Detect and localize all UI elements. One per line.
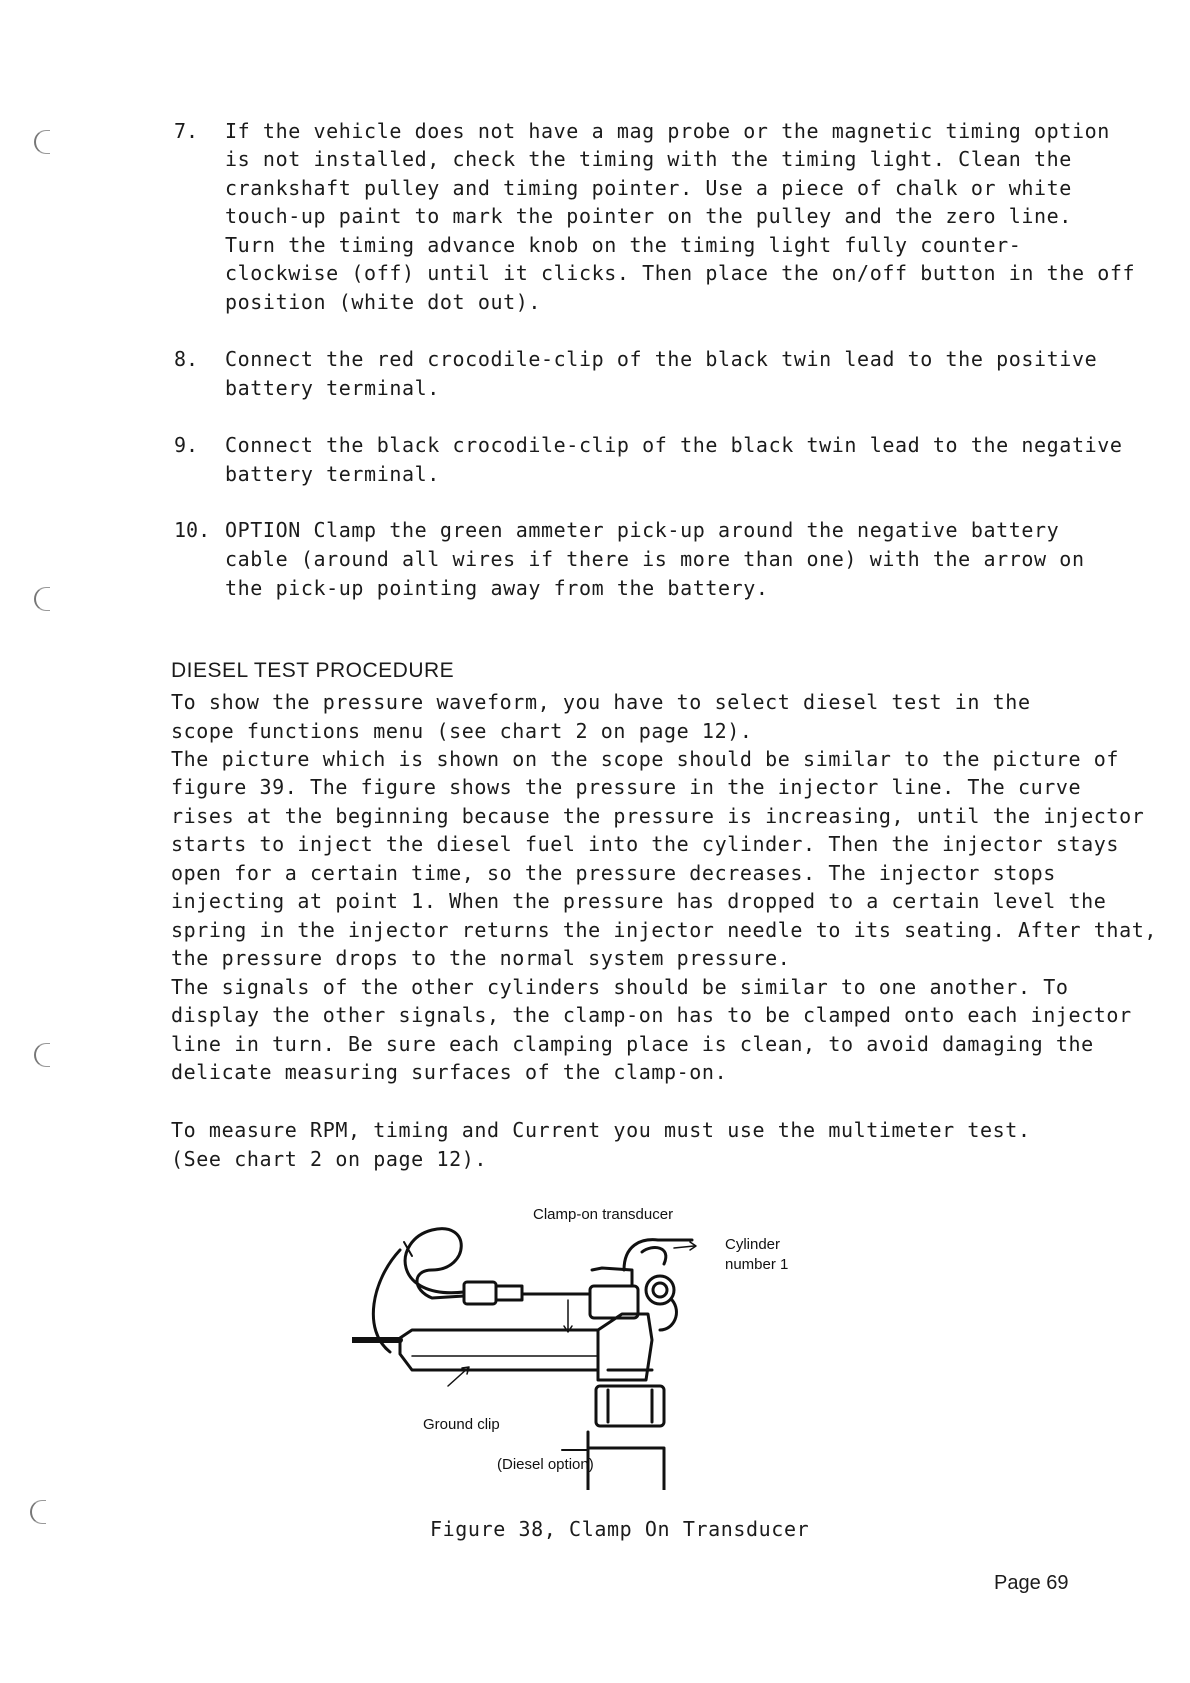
item-line: battery terminal.	[225, 462, 440, 486]
body-line: starts to inject the diesel fuel into the cylinder. Then the injector stays	[171, 832, 1120, 856]
figure-label-cylinder: number 1	[725, 1256, 789, 1273]
body-line: The signals of the other cylinders should be similar to one another. To	[171, 975, 1069, 999]
item-line: position (white dot out).	[225, 290, 542, 314]
clamp-on-transducer-diagram	[352, 1190, 812, 1490]
figure-label-cylinder: Cylinder	[725, 1236, 781, 1253]
item-line: touch-up paint to mark the pointer on the pulley and the zero line.	[225, 204, 1072, 228]
item-line: crankshaft pulley and timing pointer. Use a piece of chalk or white	[225, 176, 1072, 200]
page-number: Page 69	[994, 1572, 1069, 1594]
item-number: 10.	[174, 518, 211, 542]
item-line: OPTION Clamp the green ammeter pick-up around the negative battery	[225, 518, 1060, 542]
figure-label-transducer: Clamp-on transducer	[533, 1206, 674, 1223]
body-line: (See chart 2 on page 12).	[171, 1147, 488, 1171]
body-line: line in turn. Be sure each clamping place is clean, to avoid damaging the	[171, 1032, 1094, 1056]
section-heading: DIESEL TEST PROCEDURE	[171, 659, 455, 682]
figure-label-ground: Ground clip	[423, 1416, 500, 1433]
binder-mark	[34, 1043, 50, 1067]
body-line: the pressure drops to the normal system pressure.	[171, 946, 791, 970]
item-line: Turn the timing advance knob on the timing light fully counter-	[225, 233, 1022, 257]
body-line: figure 39. The figure shows the pressure in the injector line. The curve	[171, 775, 1082, 799]
item-line: the pick-up pointing away from the battery.	[225, 576, 769, 600]
figure-caption: Figure 38, Clamp On Transducer	[430, 1517, 810, 1541]
item-line: clockwise (off) until it clicks. Then place the on/off button in the off	[225, 261, 1136, 285]
binder-mark	[34, 587, 50, 611]
body-line: To measure RPM, timing and Current you must use the multimeter test.	[171, 1118, 1031, 1142]
binder-mark	[30, 1500, 46, 1524]
figure-label-option: (Diesel option)	[497, 1456, 594, 1473]
item-line: If the vehicle does not have a mag probe or the magnetic timing option	[225, 119, 1110, 143]
binder-mark	[34, 130, 50, 154]
body-line: spring in the injector returns the injector needle to its seating. After that,	[171, 918, 1157, 942]
body-line: display the other signals, the clamp-on has to be clamped onto each injector	[171, 1003, 1132, 1027]
item-line: cable (around all wires if there is more than one) with the arrow on	[225, 547, 1085, 571]
body-line: scope functions menu (see chart 2 on page 12).	[171, 719, 753, 743]
body-line: injecting at point 1. When the pressure has dropped to a certain level the	[171, 889, 1107, 913]
item-number: 9.	[174, 433, 199, 457]
body-line: rises at the beginning because the pressure is increasing, until the injector	[171, 804, 1145, 828]
item-line: battery terminal.	[225, 376, 440, 400]
item-line: Connect the red crocodile-clip of the black twin lead to the positive	[225, 347, 1098, 371]
item-number: 7.	[174, 119, 199, 143]
body-line: To show the pressure waveform, you have to select diesel test in the	[171, 690, 1031, 714]
body-line: delicate measuring surfaces of the clamp-on.	[171, 1060, 728, 1084]
body-line: The picture which is shown on the scope should be similar to the picture of	[171, 747, 1120, 771]
item-line: is not installed, check the timing with the timing light. Clean the	[225, 147, 1072, 171]
item-number: 8.	[174, 347, 199, 371]
item-line: Connect the black crocodile-clip of the black twin lead to the negative	[225, 433, 1123, 457]
body-line: open for a certain time, so the pressure decreases. The injector stops	[171, 861, 1056, 885]
